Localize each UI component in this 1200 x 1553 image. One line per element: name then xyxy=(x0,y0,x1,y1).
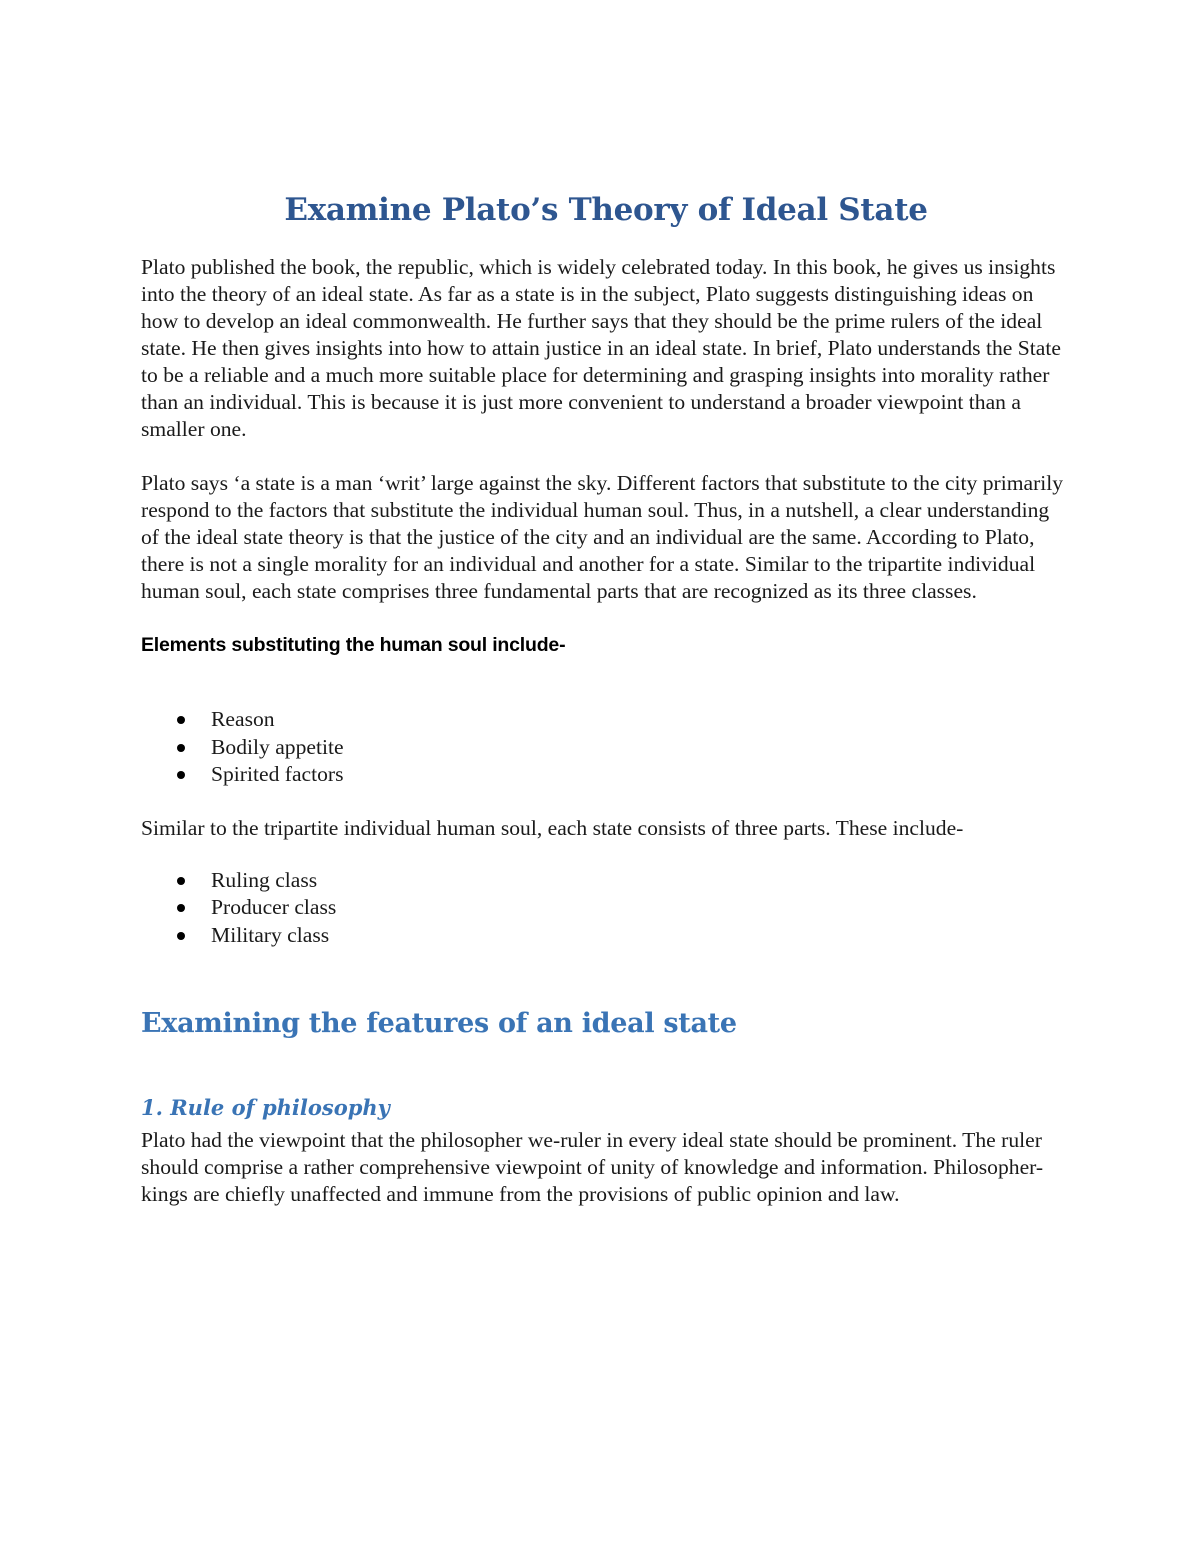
list-item xyxy=(141,867,1071,895)
soul-elements-list xyxy=(141,706,1071,789)
list-item-label: Spirited factors xyxy=(211,762,344,786)
bullet-icon xyxy=(177,771,185,779)
list-item-label: Bodily appetite xyxy=(211,734,344,759)
soul-elements-heading: Elements substituting the human soul include- xyxy=(141,634,566,656)
rule-of-philosophy-heading: 1. Rule of philosophy xyxy=(141,1095,390,1120)
list-item-label: Military class xyxy=(211,922,330,947)
bullet-icon xyxy=(177,716,185,724)
list-item-label: Ruling class xyxy=(211,867,318,892)
document-content xyxy=(141,190,1071,1235)
intro-paragraph-1: Plato published the book, the republic, which is widely celebrated today. In this book, he gives us insights into the theory of an ideal state. As far as a state is in the subject, Plato suggests distinguishing ideas on how to develop an ideal commonwealth. He further says that they should be the prime rulers of the ideal state. He then gives insights into how to attain justice in an ideal state. In brief, Plato understands the State to be a reliable and a much more suitable place for determining and grasping insights into morality rather than an individual. This is because it is just more convenient to understand a broader viewpoint than a smaller one. xyxy=(141,255,1061,441)
list-item xyxy=(141,894,1071,922)
list-item xyxy=(141,734,1071,762)
bullet-icon xyxy=(177,744,185,752)
bullet-icon xyxy=(177,877,185,885)
list-item xyxy=(141,706,1071,734)
list-item xyxy=(141,761,1071,789)
features-heading: Examining the features of an ideal state xyxy=(141,1008,737,1039)
list-item-label: Reason xyxy=(211,707,275,731)
list-item xyxy=(141,922,1071,950)
rule-of-philosophy-paragraph: Plato had the viewpoint that the philosopher we-ruler in every ideal state should be prominent. The ruler should comprise a rather comprehensive viewpoint of unity of knowledge and information. Philosopher-kings are chiefly unaffected and immune from the provisions of public opinion and law. xyxy=(141,1128,1044,1206)
intro-paragraph-2: Plato says ‘a state is a man ‘writ’ large against the sky. Different factors that substitute to the city primarily respond to the factors that substitute the individual human soul. Thus, in a nutshell, a clear understanding of the ideal state theory is that the justice of the city and an individual are the same. According to Plato, there is not a single morality for an individual and another for a state. Similar to the tripartite individual human soul, each state comprises three fundamental parts that are recognized as its three classes. xyxy=(141,471,1064,603)
bullet-icon xyxy=(177,932,185,940)
document-title: Examine Plato’s Theory of Ideal State xyxy=(284,192,928,228)
state-classes-list xyxy=(141,867,1071,950)
state-parts-paragraph: Similar to the tripartite individual human soul, each state consists of three parts. These include- xyxy=(141,815,964,840)
list-item-label: Producer class xyxy=(211,895,337,919)
bullet-icon xyxy=(177,904,185,912)
